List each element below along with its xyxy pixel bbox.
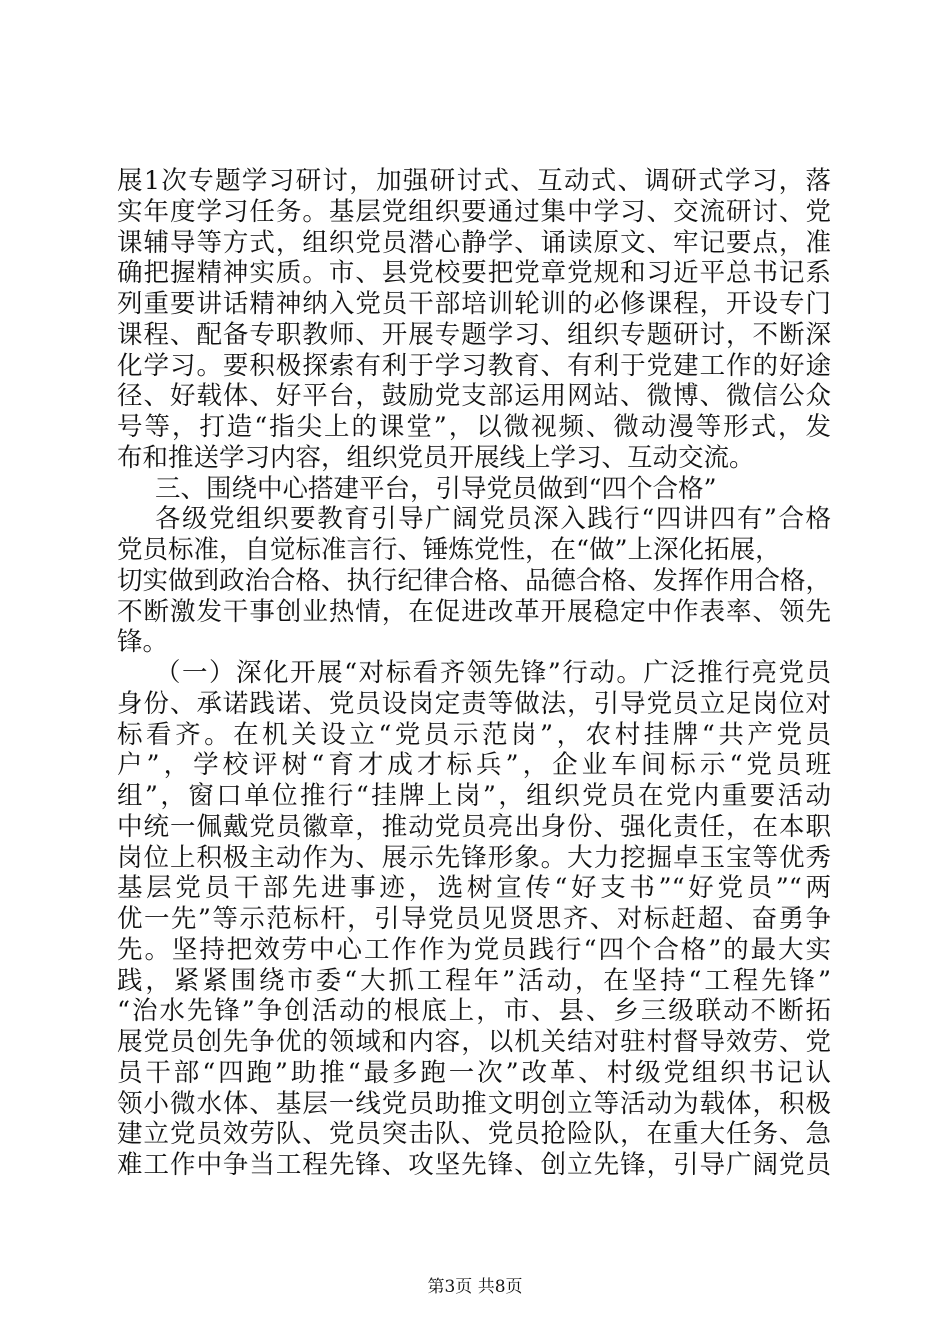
text-line: 优一先”等示范标杆，引导党员见贤思齐、对标赶超、奋勇争	[117, 904, 831, 934]
document-body	[117, 166, 831, 1181]
text-line: 岗位上积极主动作为、展示先锋形象。大力挖掘卓玉宝等优秀	[117, 842, 831, 873]
text-line: 党员标准，自觉标准言行、锤炼党性，在“做”上深化拓展，	[117, 535, 781, 565]
text-line: 实年度学习任务。基层党组织要通过集中学习、交流研讨、党	[117, 196, 831, 227]
text-line: 身份、承诺践诺、党员设岗定责等做法，引导党员立足岗位对	[117, 688, 831, 719]
text-line: 化学习。要积极探索有利于学习教育、有利于党建工作的好途	[117, 350, 831, 381]
text-line: 建立党员效劳队、党员突击队、党员抢险队，在重大任务、急	[117, 1119, 831, 1150]
text-line: 确把握精神实质。市、县党校要把党章党规和习近平总书记系	[117, 258, 831, 289]
text-line: “治水先锋”争创活动的根底上，市、县、乡三级联动不断拓	[117, 996, 831, 1027]
subsection-line: （一）深化开展“对标看齐领先锋”行动。广泛推行亮党员	[155, 658, 831, 688]
page-number-footer: 第3页 共8页	[427, 1277, 523, 1297]
section-heading: 三、围绕中心搭建平台，引导党员做到“四个合格”	[155, 473, 717, 504]
text-line: 切实做到政治合格、执行纪律合格、品德合格、发挥作用合格，	[117, 565, 832, 596]
text-line: 先。坚持把效劳中心工作作为党员践行“四个合格”的最大实	[117, 934, 831, 965]
text-line: 标看齐。在机关设立“党员示范岗”，农村挂牌“共产党员	[117, 719, 831, 750]
text-line: 基层党员干部先进事迹，选树宣传“好支书”“好党员”“两	[117, 873, 831, 904]
text-line: 课程、配备专职教师、开展专题学习、组织专题研讨，不断深	[117, 319, 831, 350]
text-line: 中统一佩戴党员徽章，推动党员亮出身份、强化责任，在本职	[117, 811, 831, 842]
text-line: 课辅导等方式，组织党员潜心静学、诵读原文、牢记要点，准	[117, 227, 831, 258]
text-line: 不断激发干事创业热情，在促进改革开展稳定中作表率、领先	[117, 596, 831, 627]
text-line: 员干部“四跑”助推“最多跑一次”改革、村级党组织书记认	[117, 1057, 831, 1088]
text-line: 组”，窗口单位推行“挂牌上岗”，组织党员在党内重要活动	[117, 781, 831, 811]
text-line: 践，紧紧围绕市委“大抓工程年”活动，在坚持“工程先锋”	[117, 965, 831, 996]
text-line: 号等，打造“指尖上的课堂”，以微视频、微动漫等形式，发	[117, 412, 831, 442]
text-line: 列重要讲话精神纳入党员干部培训轮训的必修课程，开设专门	[117, 289, 831, 319]
text-line: 布和推送学习内容，组织党员开展线上学习、互动交流。	[117, 442, 755, 473]
text-line: 难工作中争当工程先锋、攻坚先锋、创立先锋，引导广阔党员	[117, 1150, 831, 1180]
text-line: 户”，学校评树“育才成才标兵”，企业车间标示“党员班	[117, 750, 831, 781]
text-line: 领小微水体、基层一线党员助推文明创立等活动为载体，积极	[117, 1088, 831, 1119]
text-line: 各级党组织要教育引导广阔党员深入践行“四讲四有”合格	[155, 504, 831, 535]
text-line: 锋。	[117, 627, 169, 658]
text-line: 展党员创先争优的领域和内容，以机关结对驻村督导效劳、党	[117, 1027, 831, 1057]
text-line: 径、好载体、好平台，鼓励党支部运用网站、微博、微信公众	[117, 381, 831, 412]
text-line: 展1次专题学习研讨，加强研讨式、互动式、调研式学习，落	[117, 166, 831, 196]
